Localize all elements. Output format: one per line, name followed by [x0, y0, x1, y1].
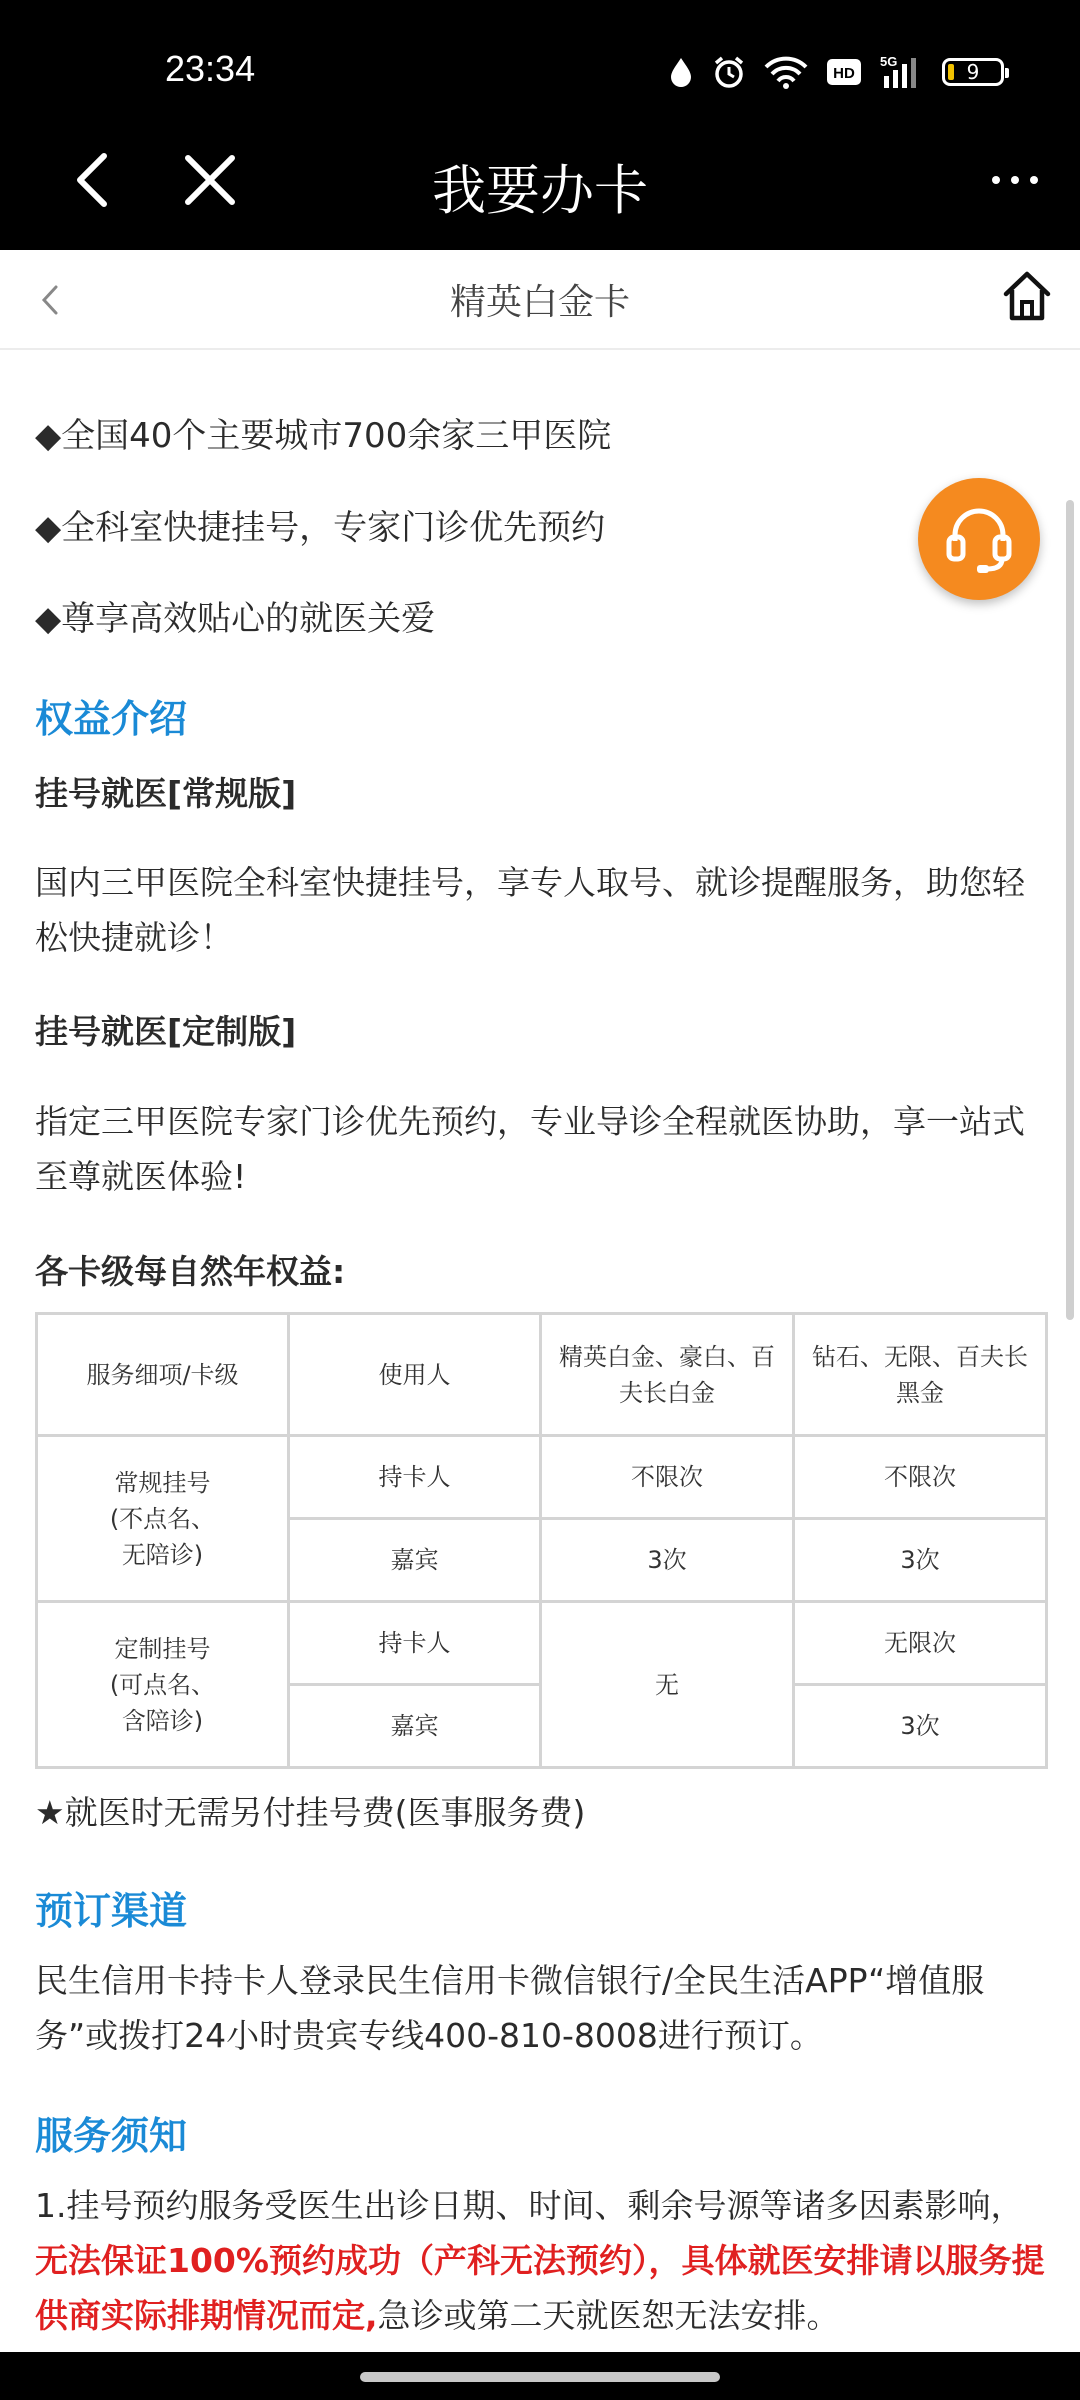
page-title: 我要办卡 — [432, 159, 648, 222]
drop-icon — [668, 56, 694, 88]
booking-title: 预订渠道 — [35, 1889, 188, 1933]
svg-text:HD: HD — [833, 65, 855, 82]
bullet-item: ◆全国40个主要城市700余家三甲医院 — [35, 416, 612, 456]
scrollbar[interactable] — [1066, 500, 1074, 1320]
battery-level: 9 — [966, 60, 980, 84]
table-row — [37, 1602, 1047, 1685]
sub-header — [0, 250, 1080, 350]
annual-title: 各卡级每自然年权益: — [35, 1252, 346, 1291]
fee-note: ★就医时无需另付挂号费(医事服务费) — [35, 1793, 586, 1832]
table-cell: 嘉宾 — [289, 1685, 541, 1768]
status-time: 23:34 — [165, 48, 256, 89]
notice-text-end: 急诊或第二天就医恕无法安排。 — [377, 2296, 840, 2335]
table-cell: 无 — [541, 1602, 794, 1768]
svg-text:5G: 5G — [880, 54, 898, 69]
custom-label-cell: 定制挂号 (可点名、 含陪诊) — [37, 1602, 289, 1768]
booking-text: 民生信用卡持卡人登录民生信用卡微信银行/全民生活APP“增值服务”或拨打24小时贵宾专线400-810-8008进行预订。 — [35, 1961, 985, 2055]
table-cell: 无限次 — [794, 1602, 1047, 1685]
table-cell: 不限次 — [541, 1436, 794, 1519]
wifi-icon — [764, 55, 808, 89]
table-row — [37, 1436, 1047, 1519]
home-indicator[interactable] — [360, 2372, 720, 2382]
notice-text-start: 1.挂号预约服务受医生出诊日期、时间、剩余号源等诸多因素影响， — [35, 2186, 1024, 2225]
table-cell: 嘉宾 — [289, 1519, 541, 1602]
benefits-title: 权益介绍 — [35, 697, 188, 741]
customer-service-button[interactable] — [918, 478, 1040, 600]
regular-text: 国内三甲医院全科室快捷挂号，享专人取号、就诊提醒服务，助您轻松快捷就诊！ — [35, 863, 1025, 957]
signal-5g-icon — [880, 54, 924, 90]
hd-icon — [826, 57, 862, 87]
table-cell: 3次 — [794, 1685, 1047, 1768]
status-icons — [668, 50, 1004, 94]
notice-text — [35, 2178, 1045, 2343]
table-header-cell: 使用人 — [289, 1314, 541, 1436]
benefits-table — [35, 1312, 1045, 1769]
battery-icon — [942, 58, 1004, 86]
custom-title: 挂号就医[定制版] — [35, 1012, 297, 1051]
home-icon[interactable] — [1002, 270, 1052, 322]
table-cell: 持卡人 — [289, 1602, 541, 1685]
notice-title: 服务须知 — [35, 2114, 188, 2158]
more-icon[interactable] — [990, 170, 1040, 190]
headset-icon — [941, 501, 1017, 577]
table-cell: 3次 — [541, 1519, 794, 1602]
table-cell: 不限次 — [794, 1436, 1047, 1519]
table-cell: 3次 — [794, 1519, 1047, 1602]
regular-label-cell: 常规挂号 (不点名、 无陪诊) — [37, 1436, 289, 1602]
table-header-row — [37, 1314, 1047, 1436]
table-header-cell: 服务细项/卡级 — [37, 1314, 289, 1436]
bullet-item: ◆尊享高效贴心的就医关爱 — [35, 599, 436, 639]
card-title: 精英白金卡 — [449, 282, 630, 323]
table-cell: 持卡人 — [289, 1436, 541, 1519]
regular-title: 挂号就医[常规版] — [35, 774, 297, 813]
custom-text: 指定三甲医院专家门诊优先预约，专业导诊全程就医协助，享一站式至尊就医体验! — [35, 1102, 1025, 1196]
bullet-item: ◆全科室快捷挂号，专家门诊优先预约 — [35, 508, 606, 548]
alarm-icon — [712, 55, 746, 89]
notice-text-red: 无法保证100%预约成功（产科无法预约），具体就医安排请以服务提供商实际排期情况而定, — [35, 2241, 1045, 2335]
top-bar — [0, 0, 1080, 250]
table-header-cell: 钻石、无限、百夫长黑金 — [794, 1314, 1047, 1436]
table-header-cell: 精英白金、豪白、百夫长白金 — [541, 1314, 794, 1436]
